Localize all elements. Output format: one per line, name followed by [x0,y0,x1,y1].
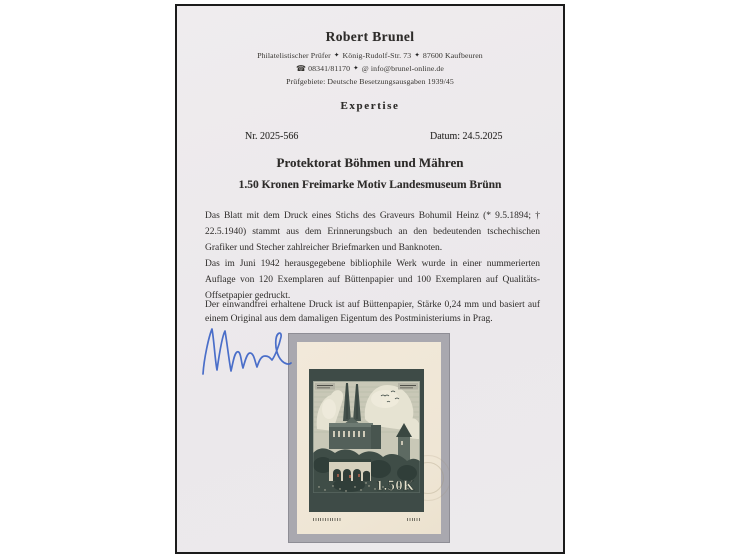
stamp-photo [288,333,450,543]
paragraph-provenance: Das Blatt mit dem Druck eines Stichs des Graveurs Bohumil Heinz (* 9.5.1894; † 22.5.1940) stammt aus dem Erinnerungsbuch an den bedeutenden tschechischen Grafiker und Stecher zahlreicher Briefmarken und Banknoten. [205,211,540,253]
star-separator-icon: ✦ [353,65,359,72]
address-part-street: König-Rudolf-Str. 73 [342,51,412,60]
address-part-profession: Philatelistischer Prüfer [257,51,331,60]
examiner-contact-line [177,64,563,73]
engraver-caption-right [407,518,421,521]
expertise-certificate [175,4,565,554]
stamp-mat-paper [297,342,441,534]
email-address: info@brunel-online.de [370,64,444,73]
star-separator-icon: ✦ [333,52,340,59]
stamp-artwork [309,369,424,512]
stamp-denomination: 1.50K [376,478,415,494]
email-icon: @ [361,64,369,73]
examiner-fields-line: Prüfgebiete: Deutsche Besetzungsausgaben 1939/45 [286,77,454,86]
phone-icon: ☎ [295,64,307,73]
phone-number: 08341/81170 [308,64,351,73]
paragraph-condition: Der einwandfrei erhaltene Druck ist auf Büttenpapier, Stärke 0,24 mm und basiert auf einem Original aus dem damaligen Eigentum des Postministeriums in Prag. [205,300,540,324]
examiner-name: Robert Brunel [325,29,415,44]
certificate-number: Nr. 2025-566 [245,131,299,142]
loggia [329,459,371,481]
engraver-caption-left [313,518,341,521]
certificate-date: Datum: 24.5.2025 [430,131,503,142]
certificate-title: Protektorat Böhmen und Mähren [276,155,464,170]
certificate-subtitle: 1.50 Kronen Freimarke Motiv Landesmuseum Brünn [238,179,502,191]
paragraph-edition: Das im Juni 1942 herausgegebene bibliophile Werk wurde in einer nummerierten Auflage von 120 Exemplaren auf Büttenpapier und 100 Exemplaren auf Qualitäts-Offsetpapier gedruckt. [205,259,540,301]
address-part-city: 87600 Kaufbeuren [422,51,483,60]
examiner-address-line [177,51,563,60]
doc-type-heading: Expertise [340,100,400,112]
star-separator-icon: ✦ [414,52,420,59]
